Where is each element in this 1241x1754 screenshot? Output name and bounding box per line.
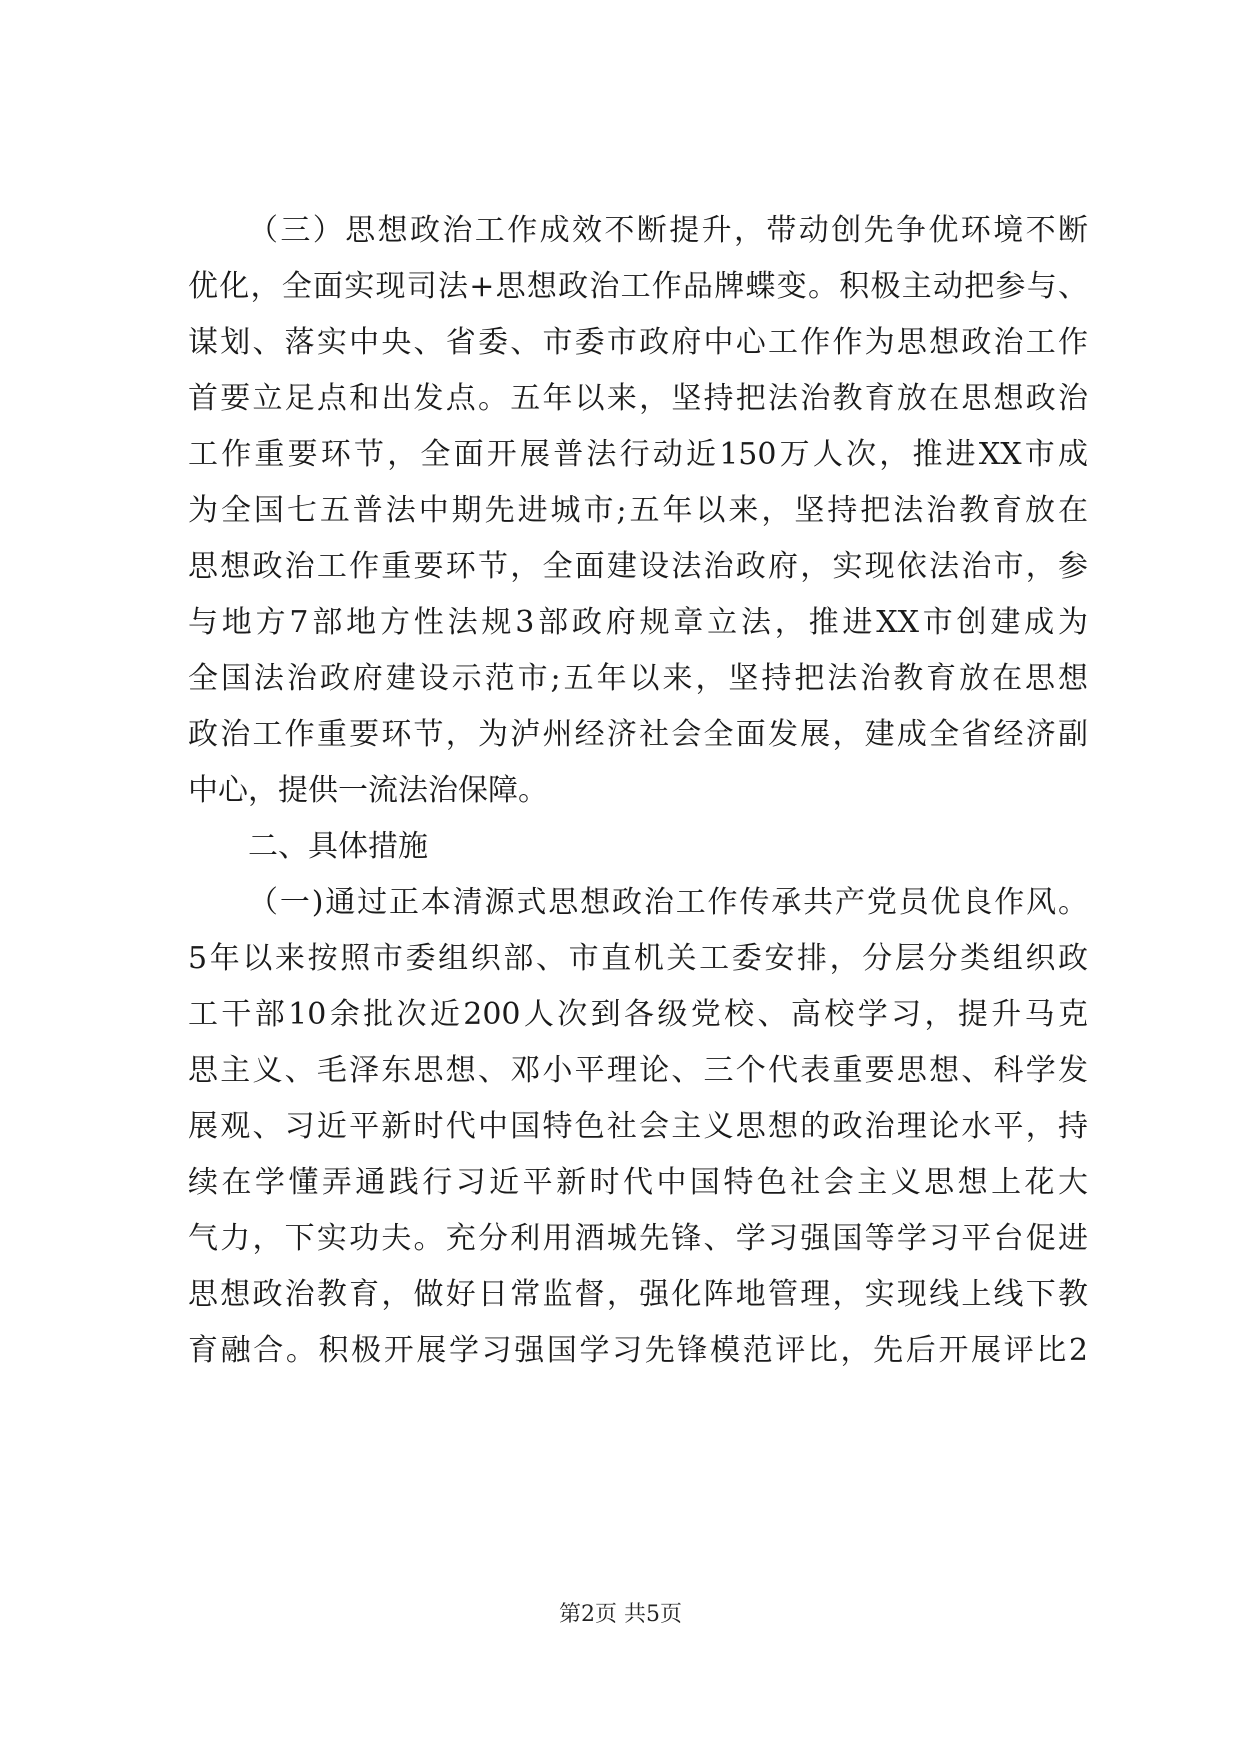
- paragraph-line: 思主义、毛泽东思想、邓小平理论、三个代表重要思想、科学发: [188, 1053, 1088, 1088]
- paragraph-line: 谋划、落实中央、省委、市委市政府中心工作作为思想政治工作: [188, 325, 1088, 360]
- paragraph-line: 中心，提供一流法治保障。: [188, 773, 548, 808]
- paragraph-line: 首要立足点和出发点。五年以来，坚持把法治教育放在思想政治: [188, 381, 1088, 416]
- paragraph-line: 优化，全面实现司法+思想政治工作品牌蝶变。积极主动把参与、: [188, 269, 1088, 304]
- paragraph-line: 5年以来按照市委组织部、市直机关工委安排，分层分类组织政: [188, 941, 1088, 976]
- page-number-footer: 第2页 共5页: [559, 1602, 682, 1627]
- paragraph-line: 续在学懂弄通践行习近平新时代中国特色社会主义思想上花大: [188, 1165, 1088, 1200]
- paragraph-line: 工干部10余批次近200人次到各级党校、高校学习，提升马克: [188, 997, 1088, 1032]
- paragraph-line: 政治工作重要环节，为泸州经济社会全面发展，建成全省经济副: [188, 717, 1088, 752]
- paragraph-line: 思想政治工作重要环节，全面建设法治政府，实现依法治市，参: [188, 549, 1088, 584]
- paragraph-line: 为全国七五普法中期先进城市;五年以来，坚持把法治教育放在: [188, 493, 1088, 528]
- paragraph-line: 工作重要环节，全面开展普法行动近150万人次，推进XX市成: [188, 437, 1088, 472]
- paragraph-line: 全国法治政府建设示范市;五年以来，坚持把法治教育放在思想: [188, 661, 1088, 696]
- paragraph-line: （三）思想政治工作成效不断提升，带动创先争优环境不断: [248, 213, 1088, 248]
- paragraph-line: 与地方7部地方性法规3部政府规章立法，推进XX市创建成为: [188, 605, 1088, 640]
- paragraph-line: 育融合。积极开展学习强国学习先锋模范评比，先后开展评比2: [188, 1333, 1088, 1368]
- section-heading: 二、具体措施: [248, 829, 428, 864]
- paragraph-line: 思想政治教育，做好日常监督，强化阵地管理，实现线上线下教: [188, 1277, 1088, 1312]
- paragraph-line: （一)通过正本清源式思想政治工作传承共产党员优良作风。: [248, 885, 1088, 920]
- paragraph-line: 气力，下实功夫。充分利用酒城先锋、学习强国等学习平台促进: [188, 1221, 1088, 1256]
- paragraph-line: 展观、习近平新时代中国特色社会主义思想的政治理论水平，持: [188, 1109, 1088, 1144]
